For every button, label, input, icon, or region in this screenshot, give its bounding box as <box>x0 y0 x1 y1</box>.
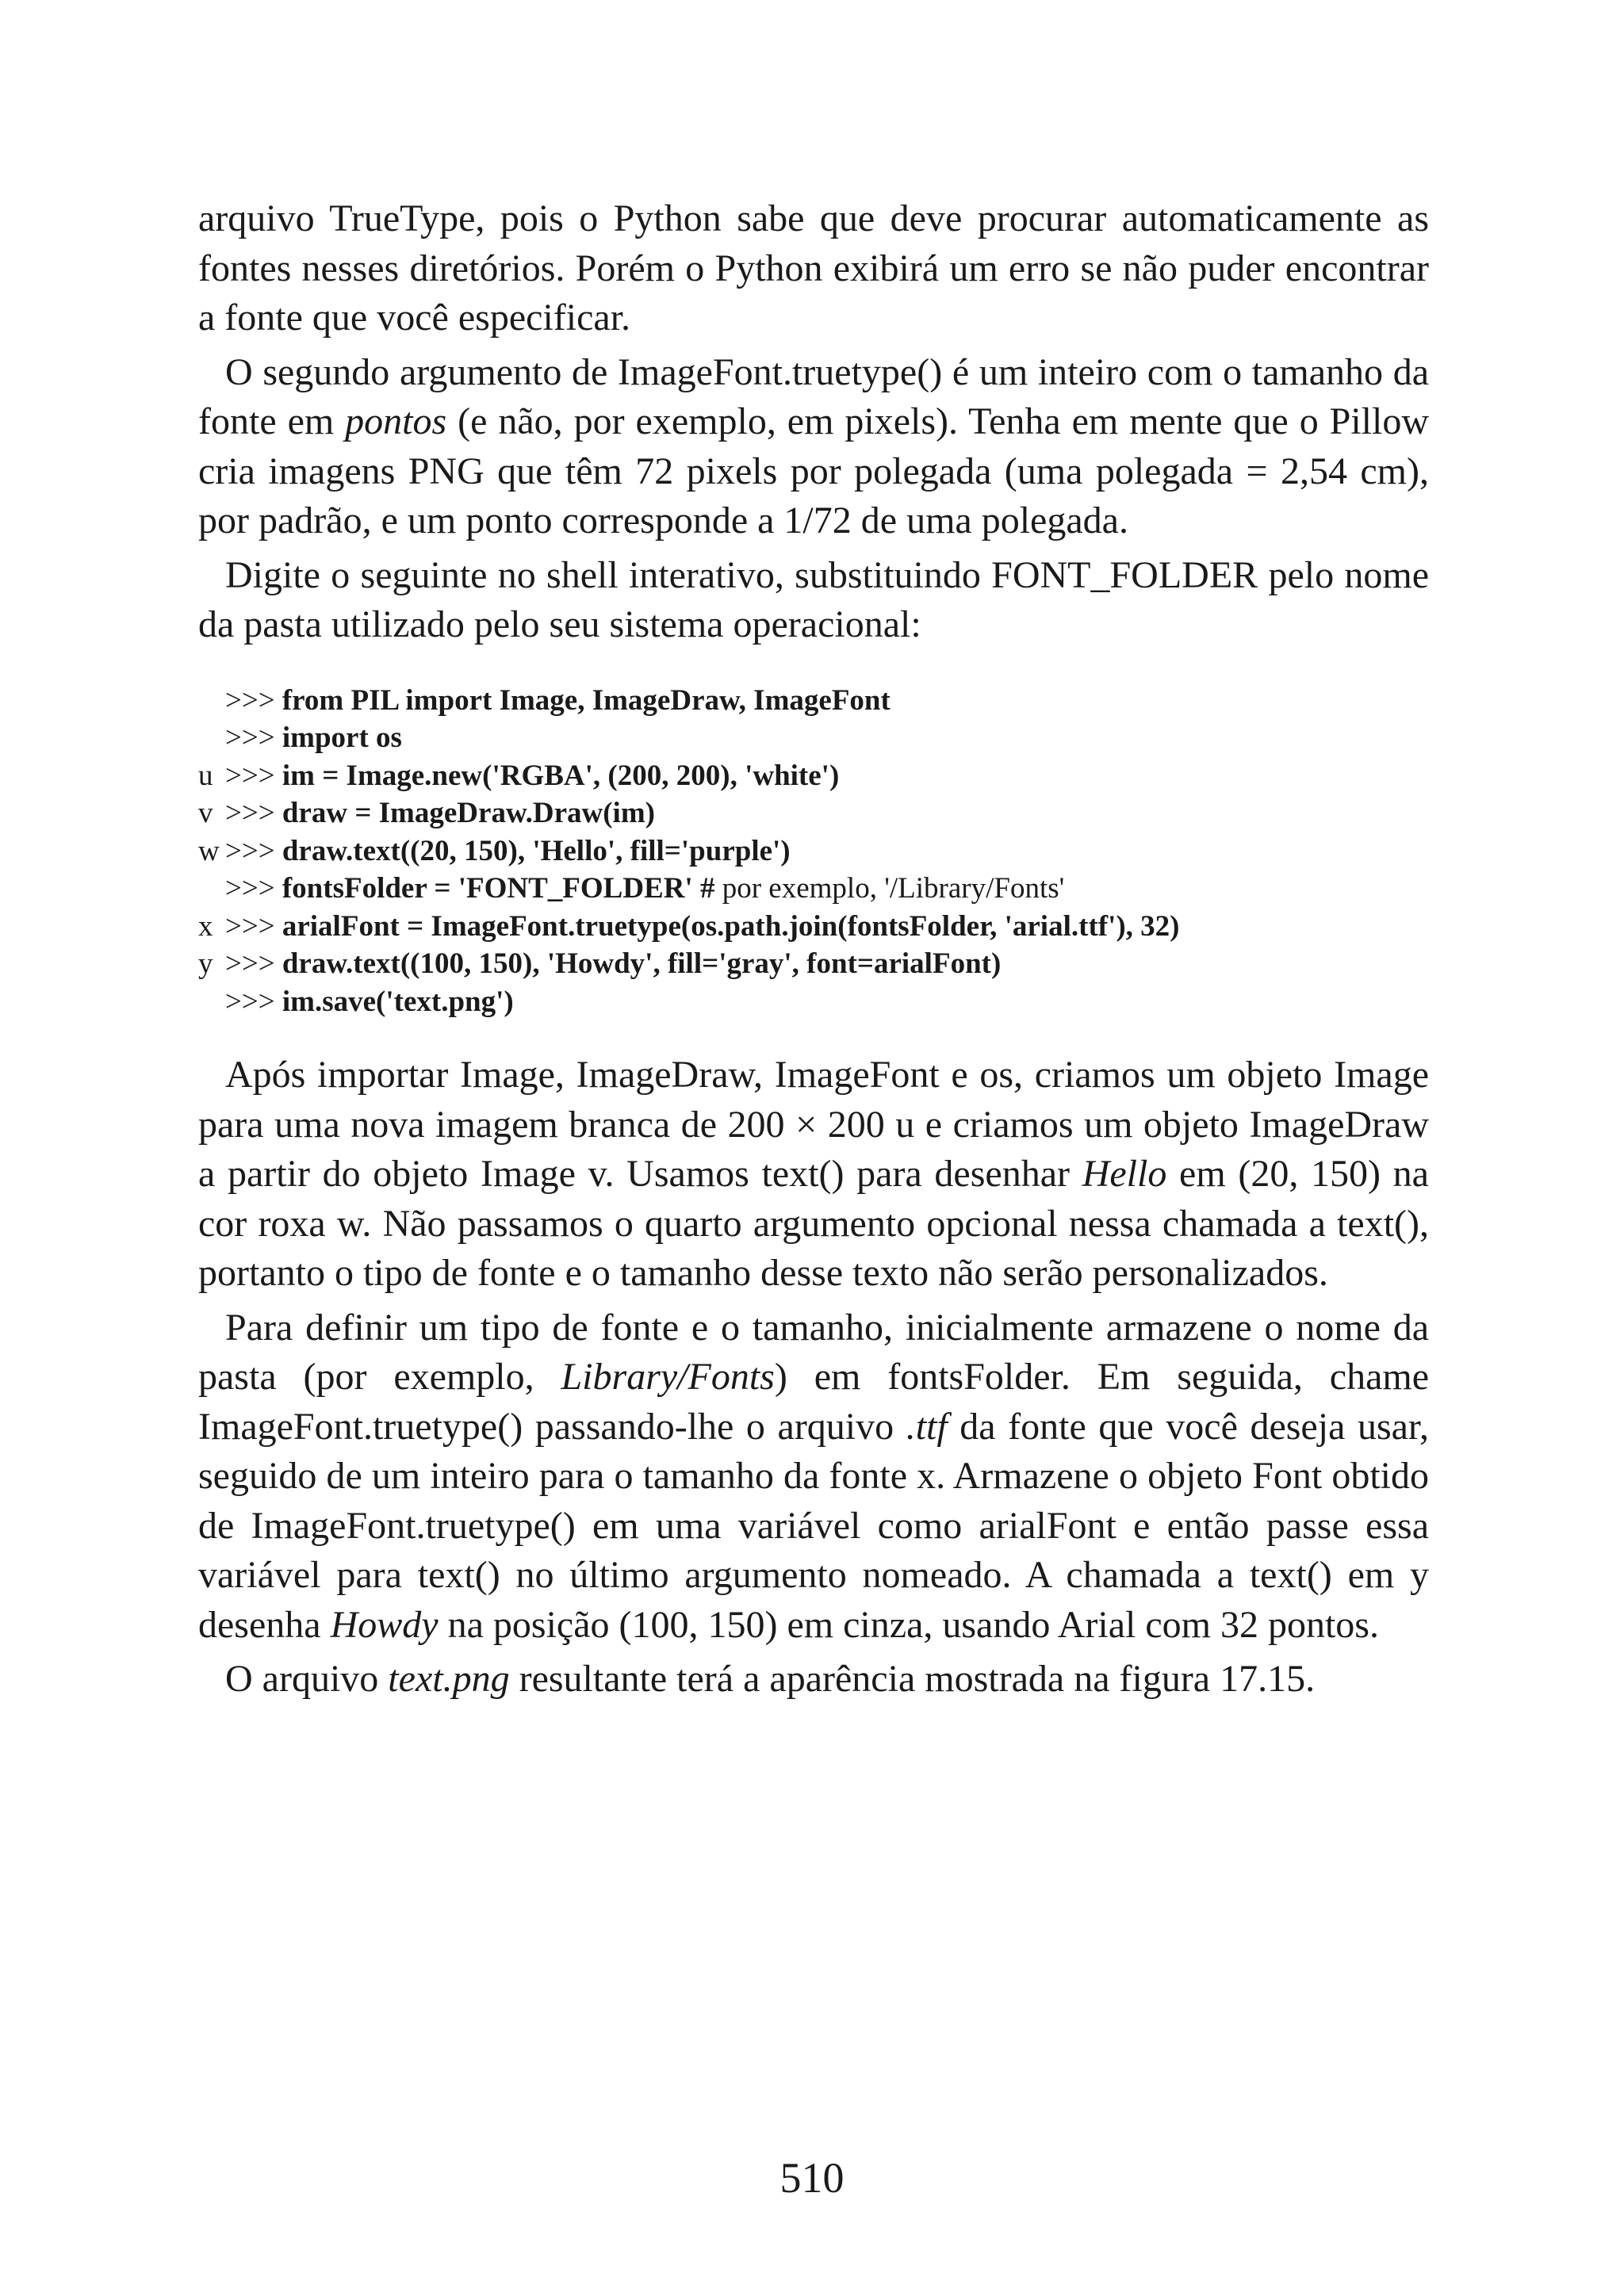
paragraph-explanation-font <box>198 1303 1429 1651</box>
paragraph-result-file <box>198 1655 1429 1705</box>
code-line <box>198 682 1429 720</box>
text-span: na posição (100, 150) em cinza, usando Arial com 32 pontos. <box>438 1603 1379 1646</box>
code-line <box>198 945 1429 983</box>
text-span: da fonte que você deseja usar, seguido de um inteiro para o tamanho da fonte x. Armazene o objeto Font obtido de ImageFont.truetype() em uma variável como arialFont e então passe essa variável para text() no último argumento nomeado. A chamada a text() em y desenha <box>198 1405 1429 1646</box>
emphasis-library-fonts: Library/Fonts <box>561 1356 775 1398</box>
code-marker: w <box>198 834 220 867</box>
page-number: 510 <box>779 2154 845 2202</box>
code-marker: u <box>198 759 213 792</box>
emphasis-pontos: pontos <box>345 400 447 442</box>
code-command: from PIL import Image, ImageDraw, ImageFont <box>282 683 891 717</box>
text-span: O segundo argumento de ImageFont.truetype() é um inteiro com o tamanho da fonte em <box>198 350 1429 442</box>
code-marker: v <box>198 797 213 829</box>
code-line <box>198 757 1429 795</box>
code-command: draw.text((20, 150), 'Hello', fill='purple') <box>282 834 791 867</box>
code-line <box>198 719 1429 757</box>
text-span: em (20, 150) na cor roxa w. Não passamos o quarto argumento opcional nessa chamada a text(), portanto o tipo de fonte e o tamanho desse texto não serão personalizados. <box>198 1153 1429 1294</box>
text-span: ) em fontsFolder. Em seguida, chame ImageFont.truetype() passando-lhe o arquivo <box>198 1356 1430 1448</box>
code-marker: y <box>198 947 213 980</box>
code-line <box>198 870 1429 908</box>
paragraph-explanation-image <box>198 1050 1429 1299</box>
code-line <box>198 832 1429 871</box>
text-span: (e não, por exemplo, em pixels). Tenha em mente que o Pillow cria imagens PNG que têm 72 pixels por polegada (uma polegada = 2,54 cm), por padrão, e um ponto corresponde a 1/72 de uma polegada. <box>198 400 1430 541</box>
paragraph-shell-instruction: Digite o seguinte no shell interativo, substituindo FONT_FOLDER pelo nome da pasta utilizado pelo seu sistema operacional: <box>198 553 1429 645</box>
code-command: im = Image.new('RGBA', (200, 200), 'white') <box>282 759 840 792</box>
paragraph-truetype-search: arquivo TrueType, pois o Python sabe que deve procurar automaticamente as fontes nesses diretórios. Porém o Python exibirá um erro se não puder encontrar a fonte que você especificar. <box>198 197 1429 339</box>
paragraph-font-size-argument <box>198 348 1429 546</box>
code-prompt: >>> <box>225 985 282 1018</box>
code-prompt: >>> <box>225 683 282 717</box>
code-listing <box>198 682 1429 1021</box>
emphasis-ttf: .ttf <box>906 1405 948 1448</box>
text-span: O arquivo <box>225 1658 389 1700</box>
code-prompt: >>> <box>225 872 282 905</box>
text-span: Para definir um tipo de fonte e o tamanho, inicialmente armazene o nome da pasta (por exemplo, <box>198 1306 1429 1398</box>
code-prompt: >>> <box>225 947 282 980</box>
code-prompt: >>> <box>225 834 282 867</box>
code-prompt: >>> <box>225 909 282 943</box>
code-command: im.save('text.png') <box>282 985 514 1018</box>
code-prompt: >>> <box>225 797 282 829</box>
code-line <box>198 908 1429 946</box>
code-command: fontsFolder = 'FONT_FOLDER' # <box>282 872 715 905</box>
code-marker: x <box>198 909 213 943</box>
code-command: arialFont = ImageFont.truetype(os.path.join(fontsFolder, 'arial.ttf'), 32) <box>282 909 1180 943</box>
emphasis-hello: Hello <box>1082 1153 1167 1195</box>
emphasis-howdy: Howdy <box>330 1603 439 1646</box>
code-line <box>198 794 1429 832</box>
text-span: Após importar Image, ImageDraw, ImageFont e os, criamos um objeto Image para uma nova imagem branca de 200 × 200 u e criamos um objeto ImageDraw a partir do objeto Image v. Usamos text() para desenhar <box>198 1054 1429 1195</box>
code-command: import os <box>282 721 402 754</box>
code-prompt: >>> <box>225 759 282 792</box>
code-command: draw = ImageDraw.Draw(im) <box>282 797 655 829</box>
code-command: draw.text((100, 150), 'Howdy', fill='gray', font=arialFont) <box>282 947 1002 980</box>
code-comment: por exemplo, '/Library/Fonts' <box>714 872 1065 905</box>
code-line <box>198 983 1429 1021</box>
emphasis-text-png: text.png <box>388 1658 510 1700</box>
page-body <box>198 194 1429 1709</box>
text-span: resultante terá a aparência mostrada na figura 17.15. <box>509 1658 1316 1700</box>
code-prompt: >>> <box>225 721 282 754</box>
